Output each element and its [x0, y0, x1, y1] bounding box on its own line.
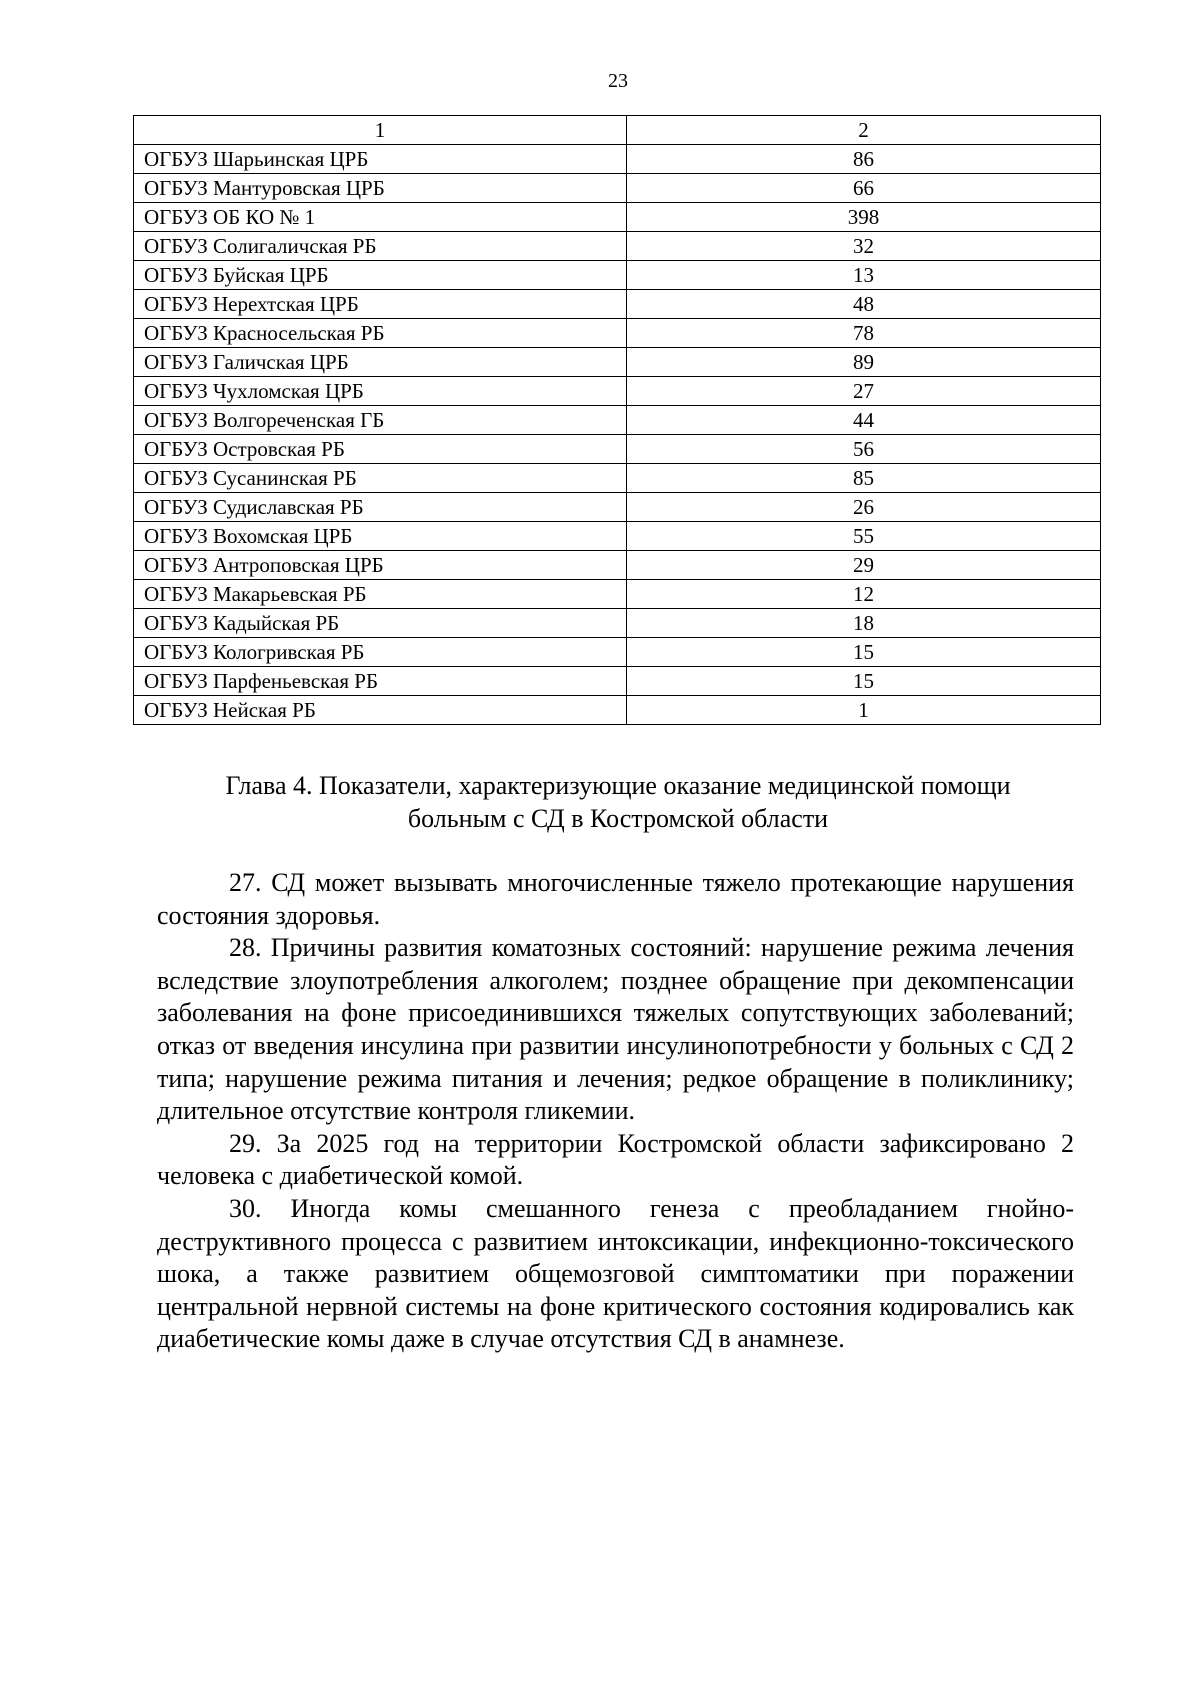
- table-row: [134, 464, 1101, 493]
- hospital-name-cell: ОГБУЗ Буйская ЦРБ: [134, 261, 627, 290]
- paragraph-27: 27. СД может вызывать многочисленные тяжело протекающие нарушения состояния здоровья.: [157, 868, 1074, 930]
- column-header-1: 1: [134, 116, 627, 145]
- hospital-name-cell: ОГБУЗ Кадыйская РБ: [134, 609, 627, 638]
- value-cell: 32: [627, 232, 1101, 261]
- page-number: 23: [608, 70, 628, 92]
- table-row: [134, 319, 1101, 348]
- chapter-title: [150, 769, 1086, 835]
- table-row: [134, 580, 1101, 609]
- value-cell: 15: [627, 667, 1101, 696]
- value-cell: 15: [627, 638, 1101, 667]
- value-cell: 18: [627, 609, 1101, 638]
- hospital-name-cell: ОГБУЗ Волгореченская ГБ: [134, 406, 627, 435]
- paragraph-29: 29. За 2025 год на территории Костромской области зафиксировано 2 человека с диабетической комой.: [157, 1128, 1074, 1191]
- value-cell: 27: [627, 377, 1101, 406]
- hospital-name-cell: ОГБУЗ Нерехтская ЦРБ: [134, 290, 627, 319]
- hospital-name-cell: ОГБУЗ Парфеньевская РБ: [134, 667, 627, 696]
- value-cell: 89: [627, 348, 1101, 377]
- hospital-name-cell: ОГБУЗ Нейская РБ: [134, 696, 627, 725]
- value-cell: 66: [627, 174, 1101, 203]
- hospital-name-cell: ОГБУЗ Сусанинская РБ: [134, 464, 627, 493]
- table-row: [134, 551, 1101, 580]
- table-body: [134, 116, 1101, 725]
- value-cell: 398: [627, 203, 1101, 232]
- table-row: [134, 145, 1101, 174]
- table-row: [134, 290, 1101, 319]
- hospital-name-cell: ОГБУЗ Шарьинская ЦРБ: [134, 145, 627, 174]
- value-cell: 85: [627, 464, 1101, 493]
- hospital-name-cell: ОГБУЗ Островская РБ: [134, 435, 627, 464]
- table-row: [134, 667, 1101, 696]
- table-row: [134, 377, 1101, 406]
- table-row: [134, 203, 1101, 232]
- value-cell: 44: [627, 406, 1101, 435]
- hospital-table: [133, 115, 1101, 725]
- table-row: [134, 232, 1101, 261]
- hospital-name-cell: ОГБУЗ Макарьевская РБ: [134, 580, 627, 609]
- value-cell: 56: [627, 435, 1101, 464]
- table-row: [134, 493, 1101, 522]
- table-row: [134, 406, 1101, 435]
- table-row: [134, 696, 1101, 725]
- value-cell: 29: [627, 551, 1101, 580]
- hospital-name-cell: ОГБУЗ Мантуровская ЦРБ: [134, 174, 627, 203]
- body-text: [157, 867, 1074, 1356]
- hospital-name-cell: ОГБУЗ Чухломская ЦРБ: [134, 377, 627, 406]
- table-row: [134, 435, 1101, 464]
- hospital-name-cell: ОГБУЗ ОБ КО № 1: [134, 203, 627, 232]
- paragraph-30: 30. Иногда комы смешанного генеза с преобладанием гнойно-деструктивного процесса с развитием интоксикации, инфекционно-токсического шока, а также развитием общемозговой симптоматики при поражении центральной нервной системы на фоне критического состояния кодировались как диабетические комы даже в случае отсутствия СД в анамнезе.: [157, 1193, 1074, 1354]
- chapter-title-line-1: Глава 4. Показатели, характеризующие оказание медицинской помощи: [225, 771, 1011, 800]
- column-header-2: 2: [627, 116, 1101, 145]
- value-cell: 55: [627, 522, 1101, 551]
- value-cell: 13: [627, 261, 1101, 290]
- value-cell: 1: [627, 696, 1101, 725]
- value-cell: 86: [627, 145, 1101, 174]
- table-row: [134, 522, 1101, 551]
- value-cell: 26: [627, 493, 1101, 522]
- table-row: [134, 174, 1101, 203]
- hospital-name-cell: ОГБУЗ Кологривская РБ: [134, 638, 627, 667]
- table-row: [134, 348, 1101, 377]
- table-row: [134, 609, 1101, 638]
- table-row: [134, 261, 1101, 290]
- hospital-name-cell: ОГБУЗ Антроповская ЦРБ: [134, 551, 627, 580]
- value-cell: 12: [627, 580, 1101, 609]
- hospital-name-cell: ОГБУЗ Галичская ЦРБ: [134, 348, 627, 377]
- paragraph-28: 28. Причины развития коматозных состояний: нарушение режима лечения вследствие злоупотребления алкоголем; позднее обращение при декомпенсации заболевания на фоне присоединившихся тяжелых сопутствующих заболеваний; отказ от введения инсулина при развитии инсулинопотребности у больных с СД 2 типа; нарушение режима питания и лечения; редкое обращение в поликлинику; длительное отсутствие контроля гликемии.: [157, 933, 1074, 1126]
- hospital-name-cell: ОГБУЗ Вохомская ЦРБ: [134, 522, 627, 551]
- table-row: [134, 638, 1101, 667]
- value-cell: 78: [627, 319, 1101, 348]
- table-header-row: [134, 116, 1101, 145]
- hospital-name-cell: ОГБУЗ Красносельская РБ: [134, 319, 627, 348]
- hospital-name-cell: ОГБУЗ Солигаличская РБ: [134, 232, 627, 261]
- chapter-title-line-2: больным с СД в Костромской области: [407, 804, 829, 833]
- value-cell: 48: [627, 290, 1101, 319]
- hospital-name-cell: ОГБУЗ Судиславская РБ: [134, 493, 627, 522]
